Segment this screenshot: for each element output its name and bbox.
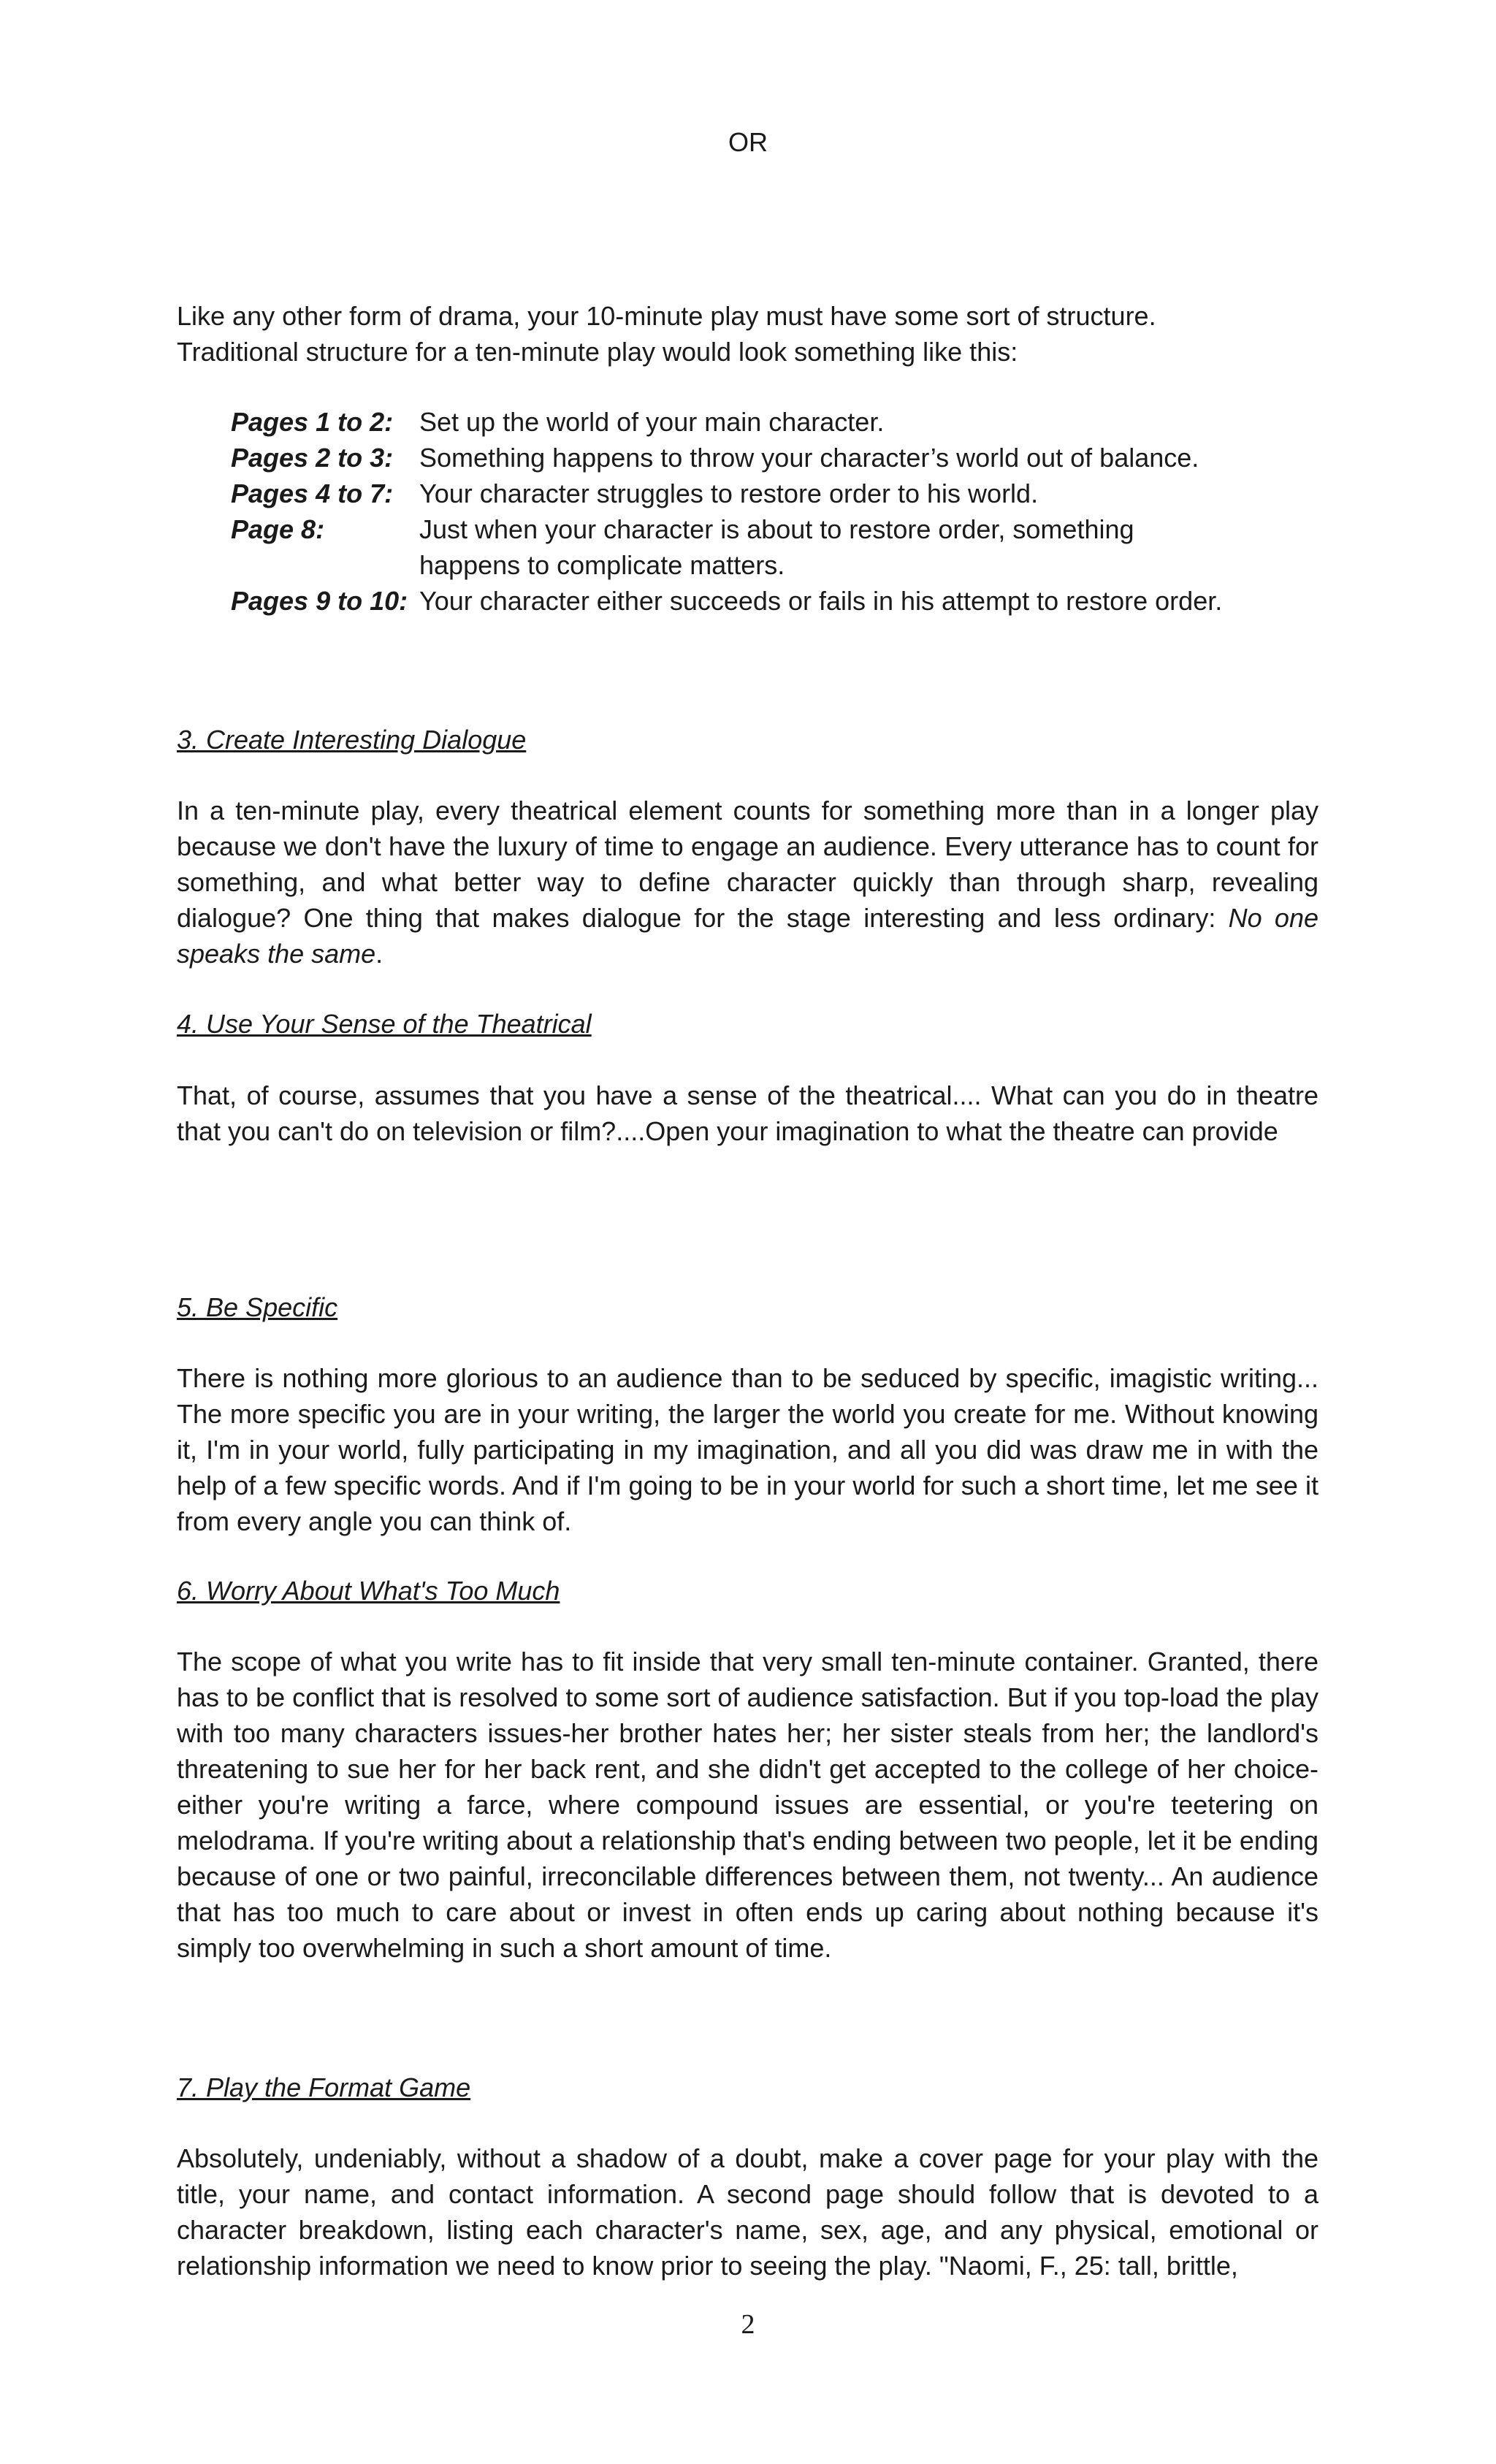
structure-label: Pages 4 to 7: <box>231 478 394 508</box>
section-3-text: In a ten-minute play, every theatrical element counts for something more than in a longer play because we don't have the luxury of time to engage an audience. Every utterance has to count for something, and what better way to define character quickly than through sharp, revealing dialogue? One thing that makes dialogue for the stage interesting and less ordinary: <box>177 796 1318 933</box>
section-3-body <box>177 793 1318 972</box>
intro-line-1: Like any other form of drama, your 10-minute play must have some sort of structure. <box>177 301 1156 331</box>
structure-desc: Set up the world of your main character. <box>419 407 885 437</box>
section-4-heading: 4. Use Your Sense of the Theatrical <box>177 1009 592 1039</box>
structure-label: Pages 1 to 2: <box>231 407 394 437</box>
structure-desc: Just when your character is about to restore order, something happens to complicate matters. <box>419 514 1134 580</box>
section-6-body: The scope of what you write has to fit inside that very small ten-minute container. Granted, there has to be conflict that is resolved to some sort of audience satisfaction. But if you top-load the play with too many characters issues-her brother hates her; her sister steals from her; the landlord's threatening to sue her for her back rent, and she didn't get accepted to the college of her choice-either you're writing a farce, where compound issues are essential, or you're teetering on melodrama. If you're writing about a relationship that's ending between two people, let it be ending because of one or two painful, irreconcilable differences between them, not twenty... An audience that has too much to care about or invest in often ends up caring about nothing because it's simply too overwhelming in such a short amount of time. <box>177 1647 1318 1963</box>
structure-list <box>231 404 1327 619</box>
section-6-heading: 6. Worry About What's Too Much <box>177 1576 560 1606</box>
section-3-heading: 3. Create Interesting Dialogue <box>177 725 527 755</box>
structure-label: Pages 9 to 10: <box>231 586 408 616</box>
section-3-emphasis: No one speaks the same <box>177 903 1318 969</box>
structure-row <box>231 511 1210 583</box>
intro-paragraph <box>177 298 1318 370</box>
structure-row <box>231 476 1327 511</box>
section-4-body: That, of course, assumes that you have a sense of the theatrical.... What can you do in theatre that you can't do on television or film?....Open your imagination to what the theatre can provide <box>177 1080 1318 1146</box>
section-5-body: There is nothing more glorious to an audience than to be seduced by specific, imagistic writing... The more specific you are in your writing, the larger the world you create for me. Without knowing it, I'm in your world, fully participating in my imagination, and all you did was draw me in with the help of a few specific words. And if I'm going to be in your world for such a short time, let me see it from every angle you can think of. <box>177 1363 1318 1536</box>
structure-desc: Something happens to throw your character’s world out of balance. <box>419 443 1199 473</box>
section-5-heading: 5. Be Specific <box>177 1292 338 1322</box>
or-label: OR <box>728 127 768 157</box>
structure-row <box>231 440 1327 476</box>
structure-desc: Your character struggles to restore order to his world. <box>419 478 1039 508</box>
structure-label: Page 8: <box>231 514 325 544</box>
page-number: 2 <box>741 2309 755 2340</box>
section-7-body: Absolutely, undeniably, without a shadow of a doubt, make a cover page for your play with the title, your name, and contact information. A second page should follow that is devoted to a character breakdown, listing each character's name, sex, age, and any physical, emotional or relationship information we need to know prior to seeing the play. "Naomi, F., 25: tall, brittle, <box>177 2143 1318 2281</box>
structure-desc: Your character either succeeds or fails in his attempt to restore order. <box>419 586 1223 616</box>
section-3-end: . <box>375 939 383 969</box>
structure-row <box>231 404 1327 440</box>
section-7-heading: 7. Play the Format Game <box>177 2072 471 2102</box>
intro-line-2: Traditional structure for a ten-minute play would look something like this: <box>177 337 1018 367</box>
structure-row <box>231 583 1327 619</box>
structure-label: Pages 2 to 3: <box>231 443 394 473</box>
